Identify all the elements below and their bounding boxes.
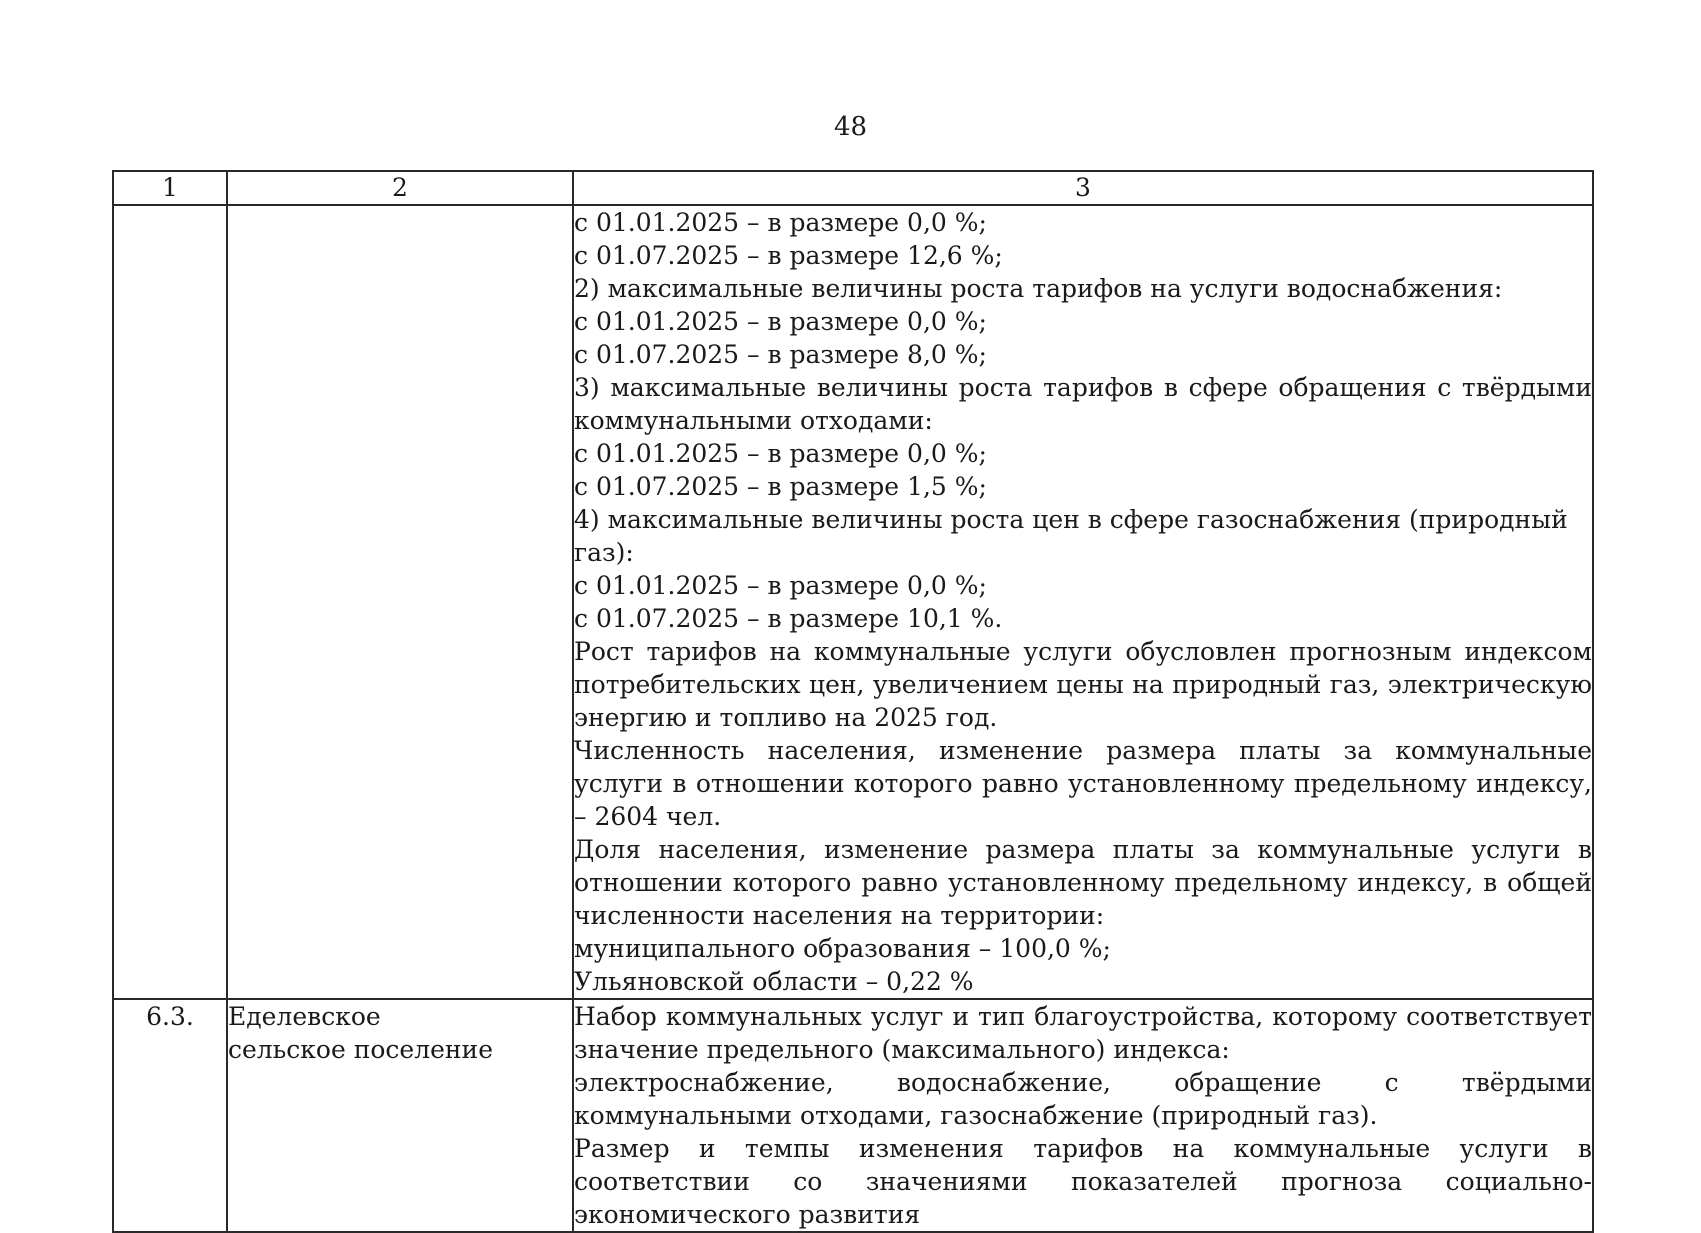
table-row xyxy=(113,205,1593,999)
text-paragraph: электроснабжение, водоснабжение, обращение с твёрдыми коммунальными отходами, газоснабжение (природный газ). xyxy=(574,1068,1592,1130)
text-line: с 01.01.2025 – в размере 0,0 %; xyxy=(574,307,987,336)
text-line: с 01.01.2025 – в размере 0,0 %; xyxy=(574,439,987,468)
text-paragraph: Рост тарифов на коммунальные услуги обусловлен прогнозным индексом потребительских цен, увеличением цены на природный газ, электрическую энергию и топливо на 2025 год. xyxy=(574,637,1592,732)
column-header-2: 2 xyxy=(227,171,573,205)
settlement-name-line: сельское поселение xyxy=(228,1035,494,1064)
row-number-cell: 6.3. xyxy=(113,999,227,1232)
text-line: с 01.07.2025 – в размере 10,1 %. xyxy=(574,604,1003,633)
table-row xyxy=(113,999,1593,1232)
text-line: 4) максимальные величины роста цен в сфере газоснабжения (природный газ): xyxy=(574,505,1568,567)
column-header-3: 3 xyxy=(573,171,1593,205)
text-line: с 01.01.2025 – в размере 0,0 %; xyxy=(574,208,987,237)
page-number: 48 xyxy=(833,112,868,142)
text-line: с 01.01.2025 – в размере 0,0 %; xyxy=(574,571,987,600)
text-paragraph: Численность населения, изменение размера платы за коммунальные услуги в отношении которого равно установленному предельному индексу, – 2604 чел. xyxy=(574,736,1592,831)
column-header-1: 1 xyxy=(113,171,227,205)
settlement-name-cell xyxy=(227,205,573,999)
text-line: с 01.07.2025 – в размере 12,6 %; xyxy=(574,241,1003,270)
text-paragraph: Набор коммунальных услуг и тип благоустройства, которому соответствует значение предельного (максимального) индекса: xyxy=(574,1002,1592,1064)
text-line: с 01.07.2025 – в размере 1,5 %; xyxy=(574,472,987,501)
tariff-table xyxy=(112,170,1594,1233)
text-line: с 01.07.2025 – в размере 8,0 %; xyxy=(574,340,987,369)
description-cell xyxy=(573,999,1593,1232)
settlement-name-cell xyxy=(227,999,573,1232)
text-line: муниципального образования – 100,0 %; xyxy=(574,934,1111,963)
text-line: 2) максимальные величины роста тарифов на услуги водоснабжения: xyxy=(574,274,1503,303)
settlement-name-line: Еделевское xyxy=(228,1002,381,1031)
row-number-cell xyxy=(113,205,227,999)
description-cell xyxy=(573,205,1593,999)
table-header-row xyxy=(113,171,1593,205)
text-paragraph: Доля населения, изменение размера платы за коммунальные услуги в отношении которого равно установленному предельному индексу, в общей численности населения на территории: xyxy=(574,835,1592,930)
text-paragraph: 3) максимальные величины роста тарифов в сфере обращения с твёрдыми коммунальными отходами: xyxy=(574,373,1592,435)
text-paragraph: Размер и темпы изменения тарифов на коммунальные услуги в соответствии со значениями показателей прогноза социально-экономического развития xyxy=(574,1134,1592,1229)
text-line: Ульяновской области – 0,22 % xyxy=(574,967,974,996)
